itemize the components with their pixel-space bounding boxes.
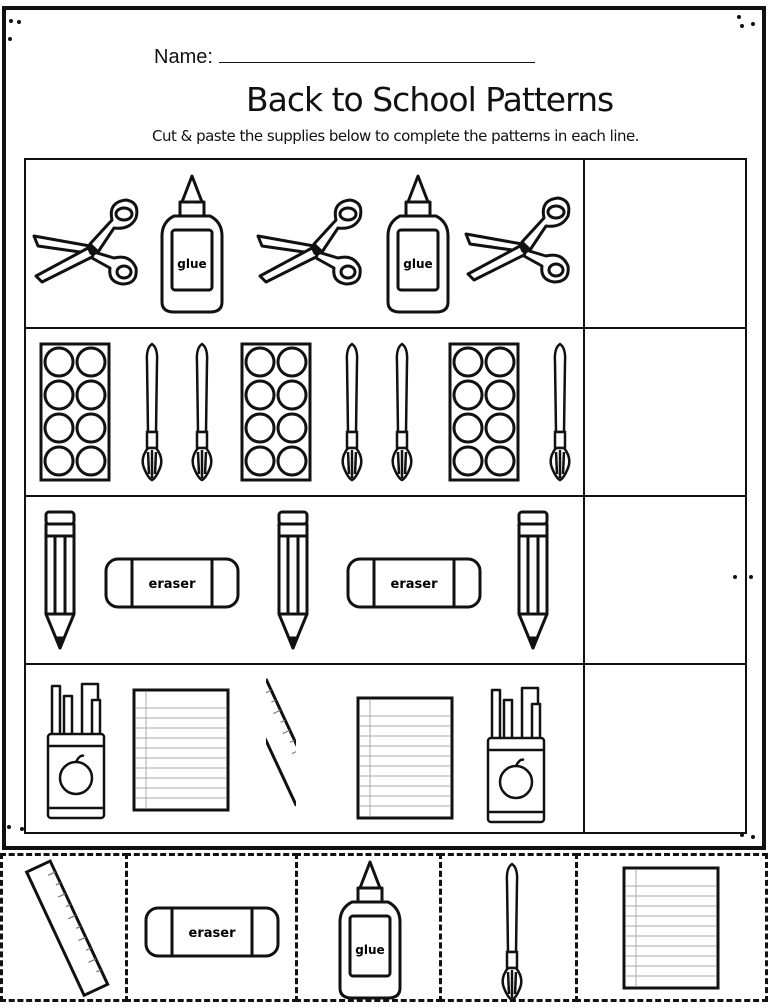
eraser-label: eraser xyxy=(390,577,438,592)
decorative-dot xyxy=(17,20,21,24)
cutout-glue[interactable] xyxy=(295,853,442,1002)
paintbrush-icon xyxy=(190,342,214,482)
glue-label: glue xyxy=(355,943,385,957)
paint-palette-icon xyxy=(448,342,520,482)
name-field[interactable] xyxy=(154,44,535,69)
paintbrush-icon xyxy=(500,862,524,1002)
pencil-icon xyxy=(275,510,311,650)
glue-label: glue xyxy=(177,257,207,271)
eraser-icon xyxy=(346,557,482,609)
answer-box-row-1[interactable] xyxy=(586,160,743,326)
ruler-icon xyxy=(266,672,296,812)
cutout-paper[interactable] xyxy=(575,853,768,1002)
decorative-dot xyxy=(9,19,13,23)
scissors-icon xyxy=(462,194,574,286)
paint-palette-icon xyxy=(240,342,312,482)
eraser-icon xyxy=(144,906,280,958)
pencil-icon xyxy=(42,510,78,650)
cutout-ruler[interactable] xyxy=(0,853,128,1002)
cutout-strip xyxy=(0,853,768,1006)
name-blank-line[interactable] xyxy=(219,44,535,63)
decorative-dot xyxy=(20,827,24,831)
paintbrush-icon xyxy=(340,342,364,482)
ruler-icon xyxy=(23,858,113,1003)
glue-icon xyxy=(386,174,450,314)
scissors-icon xyxy=(254,196,366,288)
pencil-icon xyxy=(515,510,551,650)
cutout-paintbrush[interactable] xyxy=(439,853,578,1002)
cutout-eraser[interactable] xyxy=(125,853,298,1002)
answer-box-row-2[interactable] xyxy=(586,329,743,495)
decorative-dot xyxy=(751,22,755,26)
paintbrush-icon xyxy=(548,342,572,482)
answer-box-row-3[interactable] xyxy=(586,497,743,663)
decorative-dot xyxy=(8,37,12,41)
page-title: Back to School Patterns xyxy=(246,80,614,119)
paintbrush-icon xyxy=(140,342,164,482)
paper-icon xyxy=(356,696,454,820)
pattern-table xyxy=(24,158,747,834)
answer-column-divider xyxy=(583,160,585,832)
decorative-dot xyxy=(740,24,744,28)
eraser-label: eraser xyxy=(188,926,236,941)
pencil-cup-icon xyxy=(46,682,108,822)
paper-icon xyxy=(622,866,720,990)
eraser-label: eraser xyxy=(148,577,196,592)
eraser-icon xyxy=(104,557,240,609)
glue-icon xyxy=(338,860,402,1000)
pencil-cup-icon xyxy=(486,686,548,826)
glue-label: glue xyxy=(403,257,433,271)
decorative-dot xyxy=(740,833,744,837)
decorative-dot xyxy=(751,835,755,839)
scissors-icon xyxy=(30,196,142,288)
answer-box-row-4[interactable] xyxy=(586,665,743,831)
decorative-dot xyxy=(7,825,11,829)
paintbrush-icon xyxy=(390,342,414,482)
instructions: Cut & paste the supplies below to complete the patterns in each line. xyxy=(152,127,639,145)
decorative-dot xyxy=(749,575,753,579)
glue-icon xyxy=(160,174,224,314)
decorative-dot xyxy=(737,15,741,19)
paint-palette-icon xyxy=(39,342,111,482)
paper-icon xyxy=(132,688,230,812)
name-label: Name: xyxy=(154,46,213,68)
